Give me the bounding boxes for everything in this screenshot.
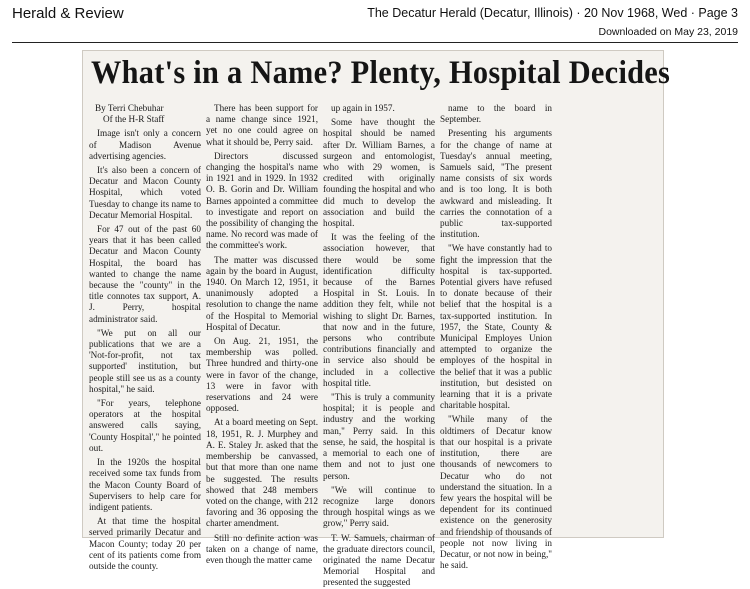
article-paragraph: "While many of the oldtimers of Decatur know that our hospital is a private institution, there are thousands of newcomers to Decatur who do not understand the situation. In a few years the hospital will be dependent for its continued existence on the generosity and friendship of thousands of people not now living in Decatur, or not now in being," he said. (440, 414, 552, 571)
article-paragraph: name to the board in September. (440, 103, 552, 125)
article-column-4 (440, 103, 552, 571)
article-paragraph: "For years, telephone operators at the hospital answered calls saying, 'County Hospital'," he pointed out. (89, 398, 201, 453)
download-date: Downloaded on May 23, 2019 (598, 26, 738, 38)
article-paragraph: "This is truly a community hospital; it is people and industry and the working man," Perry said. In this sense, he said, the hospital is a memorial to each one of them and not to just one person. (323, 392, 435, 481)
article-paragraph: "We will continue to recognize large donors through hospital wings as we grow," Perry said. (323, 484, 435, 529)
article-column-3 (323, 103, 435, 588)
article-headline: What's in a Name? Plenty, Hospital Decides (91, 55, 671, 91)
article-byline: By Terri Chebuhar (95, 103, 164, 113)
article-paragraph: "We put on all our publications that we are a 'Not-for-profit, not tax supported' institution, but people still see us as a county hospital," he said. (89, 327, 201, 394)
article-paragraph: It was the feeling of the association however, that there would be some identification difficulty because of the Barnes Hospital in St. Louis. In addition they felt, while not wishing to slight Dr. Barnes, that now and in the future, persons who contribute contributions financially and in service also should be included in a collective hospital title. (323, 232, 435, 388)
article-paragraph: Presenting his arguments for the change of name at Tuesday's annual meeting, Samuels said, "The present name consists of six words and is too long. It is both awkward and misleading. It carries the connotation of a public tax-supported institution. (440, 128, 552, 240)
article-body (89, 103, 657, 588)
article-paragraph: Image isn't only a concern of Madison Avenue advertising agencies. (89, 128, 201, 161)
article-column-1 (89, 103, 201, 571)
article-byline-staff: Of the H-R Staff (103, 114, 165, 125)
header-divider (12, 42, 738, 43)
article-paragraph: It's also been a concern of Decatur and Macon County Hospital, which voted Tuesday to change its name to Decatur Memorial Hospital. (89, 165, 201, 220)
article-paragraph: At a board meeting on Sept. 18, 1951, R. J. Murphey and A. E. Staley Jr. asked that the membership be canvassed, but that more than one name be suggested. The results showed that 248 members voted on the change, with 212 favoring and 36 opposing the charter amendment. (206, 417, 318, 529)
page-header (0, 0, 750, 46)
article-paragraph: Some have thought the hospital should be named after Dr. William Barnes, a surgeon and entomologist, who with 29 women, is credited with originally founding the hospital and who did much to develop the association and build the hospital. (323, 117, 435, 229)
article-paragraph: T. W. Samuels, chairman of the graduate directors council, originated the name Decatur Memorial Hospital and presented the suggested (323, 532, 435, 588)
article-paragraph: "We have constantly had to fight the impression that the hospital is tax-supported. Potential givers have refused to donate because of their belief that the hospital is a tax-supported institution. In 1957, the State, County & Municipal Employes Union attempted to organize the employes of the hospital in the belief that it was a public institution, but desisted on learning that it is a private charitable hospital. (440, 243, 552, 411)
newspaper-clipping (82, 50, 671, 588)
article-paragraph: There has been support for a name change since 1921, yet no one could agree on what it should be, Perry said. (206, 103, 318, 147)
article-column-2 (206, 103, 318, 565)
article-paragraph: In the 1920s the hospital received some tax funds from the Macon County Board of Supervisers to help care for indigent patients. (89, 457, 201, 512)
publication-name: Herald & Review (12, 5, 124, 22)
article-paragraph: On Aug. 21, 1951, the membership was polled. Three hundred and thirty-one were in favor of the change, 13 were in favor with reservations and 24 were opposed. (206, 336, 318, 414)
publication-meta: The Decatur Herald (Decatur, Illinois) · 20 Nov 1968, Wed · Page 3 (367, 6, 738, 20)
article-paragraph: The matter was discussed again by the board in August, 1940. On March 12, 1951, it unanimously adopted a resolution to change the name of the Hospital to Memorial Hospital of Decatur. (206, 254, 318, 332)
article-paragraph: At that time the hospital served primarily Decatur and Macon County; today 20 per cent of its patients come from outside the county. (89, 516, 201, 571)
article-paragraph: Directors discussed changing the hospital's name in 1921 and in 1929. In 1932 O. B. Gorin and Dr. William Barnes appointed a committee to investigate and report on the possibility of changing the name. No record was made of the committee's work. (206, 150, 318, 251)
article-paragraph: up again in 1957. (331, 103, 395, 113)
article-paragraph: Still no definite action was taken on a change of name, even though the matter came (206, 532, 318, 565)
article-paragraph: For 47 out of the past 60 years that it has been called Decatur and Macon County Hospital, the board has wanted to change the name because the "county" in the title connotes tax support, A. J. Perry, hospital administrator said. (89, 224, 201, 324)
